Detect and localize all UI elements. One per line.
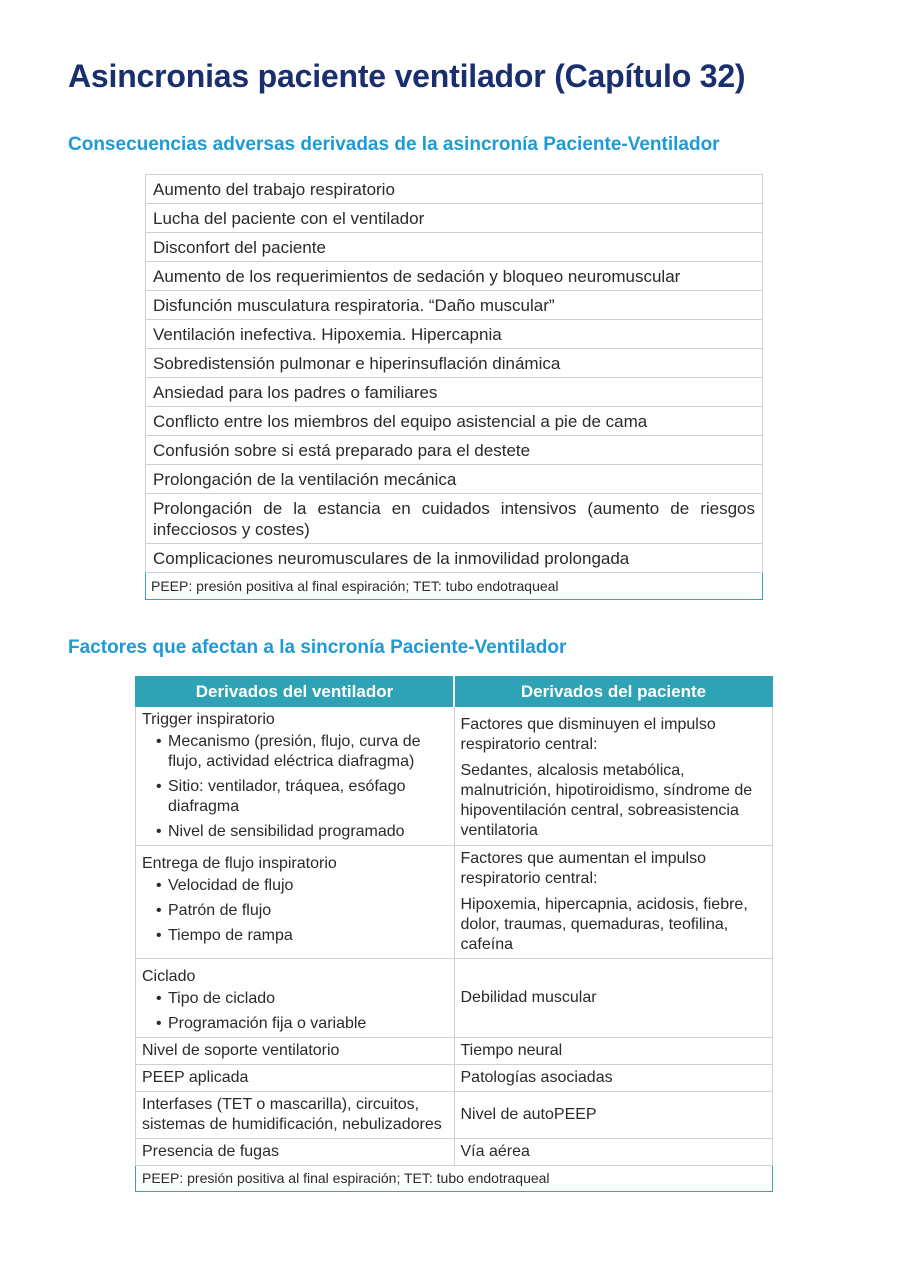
table-row [136, 1139, 773, 1166]
table-row [146, 233, 763, 262]
table-row [136, 1065, 773, 1092]
cell-title: Trigger inspiratorio [142, 711, 275, 728]
table-row [146, 378, 763, 407]
table-cell: PEEP aplicada [136, 1065, 455, 1092]
consequences-table [145, 174, 763, 600]
section-heading-factors: Factores que afectan a la sincronía Paciente-Ventilador [68, 637, 567, 658]
section-heading-consequences: Consecuencias adversas derivadas de la asincronía Paciente-Ventilador [68, 134, 720, 155]
list-item: • Velocidad de flujo [156, 876, 448, 896]
table-cell: Confusión sobre si está preparado para el destete [146, 436, 763, 465]
table-footnote: PEEP: presión positiva al final espiración; TET: tubo endotraqueal [136, 1166, 773, 1192]
table-cell: Sobredistensión pulmonar e hiperinsuflación dinámica [146, 349, 763, 378]
table-cell [454, 707, 773, 846]
table-cell: Debilidad muscular [454, 959, 773, 1038]
cell-title: Entrega de flujo inspiratorio [142, 855, 337, 872]
table-cell: Disfunción musculatura respiratoria. “Daño muscular” [146, 291, 763, 320]
cell-title: Factores que disminuyen el impulso respiratorio central: [460, 716, 716, 753]
list-item: • Mecanismo (presión, flujo, curva de flujo, actividad eléctrica diafragma) [156, 732, 448, 772]
table-cell [136, 959, 455, 1038]
list-item: • Nivel de sensibilidad programado [156, 822, 448, 842]
table-header-row [136, 677, 773, 707]
table-cell: Patologías asociadas [454, 1065, 773, 1092]
table-row [146, 349, 763, 378]
table-row [146, 204, 763, 233]
table-row [146, 262, 763, 291]
table-cell: Ansiedad para los padres o familiares [146, 378, 763, 407]
table-footnote-row [136, 1166, 773, 1192]
list-item: • Sitio: ventilador, tráquea, esófago diafragma [156, 777, 448, 817]
table-row [136, 959, 773, 1038]
page-title: Asincronias paciente ventilador (Capítulo 32) [68, 58, 746, 94]
bullet-list [142, 989, 448, 1034]
table-cell [454, 846, 773, 959]
table-row [136, 1092, 773, 1139]
table-cell: Presencia de fugas [136, 1139, 455, 1166]
table-row [146, 320, 763, 349]
table-row [146, 465, 763, 494]
table-row [146, 494, 763, 544]
table-cell: Prolongación de la ventilación mecánica [146, 465, 763, 494]
table-cell: Conflicto entre los miembros del equipo asistencial a pie de cama [146, 407, 763, 436]
list-item: • Patrón de flujo [156, 901, 448, 921]
table-cell: Prolongación de la estancia en cuidados intensivos (aumento de riesgos infecciosos y costes) [146, 494, 763, 544]
table-row [146, 544, 763, 573]
cell-text: Hipoxemia, hipercapnia, acidosis, fiebre, dolor, traumas, quemaduras, teofilina, cafeína [460, 896, 748, 953]
table-cell: Nivel de soporte ventilatorio [136, 1038, 455, 1065]
column-header-patient: Derivados del paciente [454, 677, 773, 707]
table-cell: Disconfort del paciente [146, 233, 763, 262]
bullet-list [142, 732, 448, 842]
table-row [146, 436, 763, 465]
table-cell: Ventilación inefectiva. Hipoxemia. Hipercapnia [146, 320, 763, 349]
table-cell: Aumento de los requerimientos de sedación y bloqueo neuromuscular [146, 262, 763, 291]
cell-title: Ciclado [142, 968, 196, 985]
table-cell: Lucha del paciente con el ventilador [146, 204, 763, 233]
table-cell: Aumento del trabajo respiratorio [146, 175, 763, 204]
list-item: • Tipo de ciclado [156, 989, 448, 1009]
table-row [146, 291, 763, 320]
column-header-ventilator: Derivados del ventilador [136, 677, 455, 707]
table-cell: Interfases (TET o mascarilla), circuitos, sistemas de humidificación, nebulizadores [136, 1092, 455, 1139]
table-row [136, 707, 773, 846]
bullet-list [142, 876, 448, 946]
table-row [136, 846, 773, 959]
list-item: • Tiempo de rampa [156, 926, 448, 946]
table-footnote-row [146, 573, 763, 600]
table-cell: Nivel de autoPEEP [454, 1092, 773, 1139]
table-cell: Vía aérea [454, 1139, 773, 1166]
table-row [146, 407, 763, 436]
table-cell: Complicaciones neuromusculares de la inmovilidad prolongada [146, 544, 763, 573]
table-cell [136, 846, 455, 959]
table-footnote: PEEP: presión positiva al final espiración; TET: tubo endotraqueal [146, 573, 763, 600]
table-row [136, 1038, 773, 1065]
cell-title: Factores que aumentan el impulso respiratorio central: [460, 850, 706, 887]
table-cell [136, 707, 455, 846]
table-row [146, 175, 763, 204]
table-cell: Tiempo neural [454, 1038, 773, 1065]
list-item: • Programación fija o variable [156, 1014, 448, 1034]
factors-table [135, 676, 773, 1192]
cell-text: Sedantes, alcalosis metabólica, malnutrición, hipotiroidismo, síndrome de hipoventilación central, sobreasistencia ventilatoria [460, 762, 753, 839]
